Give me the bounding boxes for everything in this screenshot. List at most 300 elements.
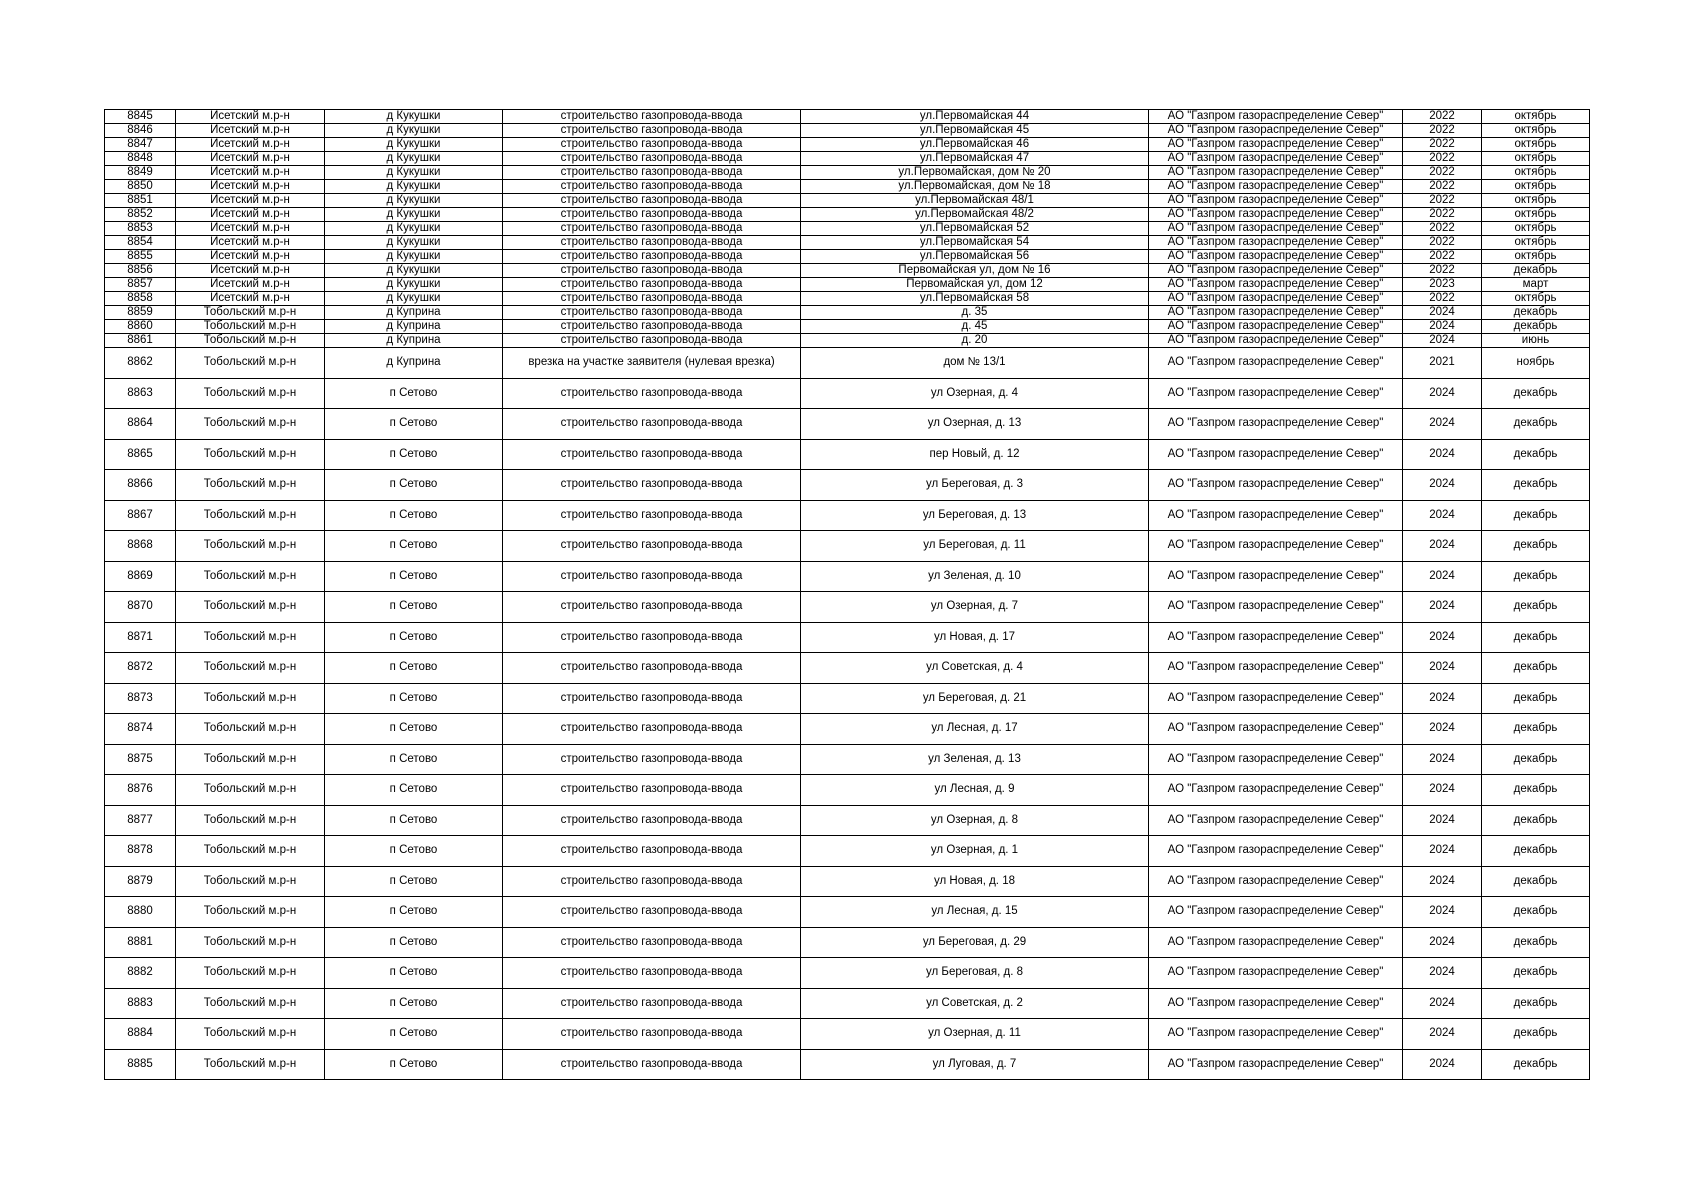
table-body bbox=[105, 110, 1590, 1080]
cell-organization: АО "Газпром газораспределение Север" bbox=[1149, 531, 1403, 562]
cell-year: 2024 bbox=[1403, 805, 1482, 836]
cell-organization: АО "Газпром газораспределение Север" bbox=[1149, 714, 1403, 745]
cell-number: 8865 bbox=[105, 439, 176, 470]
cell-address: ул Зеленая, д. 13 bbox=[801, 744, 1149, 775]
cell-locality: п Сетово bbox=[325, 561, 503, 592]
cell-work-type: строительство газопровода-ввода bbox=[503, 439, 801, 470]
cell-number: 8864 bbox=[105, 409, 176, 440]
cell-year: 2024 bbox=[1403, 334, 1482, 348]
cell-work-type: строительство газопровода-ввода bbox=[503, 334, 801, 348]
table-row bbox=[105, 836, 1590, 867]
cell-locality: п Сетово bbox=[325, 927, 503, 958]
cell-number: 8869 bbox=[105, 561, 176, 592]
cell-locality: п Сетово bbox=[325, 500, 503, 531]
cell-work-type: строительство газопровода-ввода bbox=[503, 927, 801, 958]
cell-address: д. 35 bbox=[801, 306, 1149, 320]
cell-month: декабрь bbox=[1482, 622, 1590, 653]
cell-address: ул Озерная, д. 1 bbox=[801, 836, 1149, 867]
cell-organization: АО "Газпром газораспределение Север" bbox=[1149, 348, 1403, 379]
cell-organization: АО "Газпром газораспределение Север" bbox=[1149, 592, 1403, 623]
cell-address: ул.Первомайская 52 bbox=[801, 222, 1149, 236]
cell-organization: АО "Газпром газораспределение Север" bbox=[1149, 683, 1403, 714]
cell-district: Тобольский м.р-н bbox=[176, 348, 325, 379]
cell-number: 8876 bbox=[105, 775, 176, 806]
cell-district: Тобольский м.р-н bbox=[176, 378, 325, 409]
cell-address: ул.Первомайская, дом № 18 bbox=[801, 180, 1149, 194]
cell-address: д. 45 bbox=[801, 320, 1149, 334]
cell-month: декабрь bbox=[1482, 409, 1590, 440]
cell-year: 2022 bbox=[1403, 222, 1482, 236]
cell-address: ул.Первомайская 44 bbox=[801, 110, 1149, 124]
cell-year: 2024 bbox=[1403, 897, 1482, 928]
gas-connections-table bbox=[104, 109, 1590, 1080]
cell-month: декабрь bbox=[1482, 836, 1590, 867]
cell-year: 2022 bbox=[1403, 292, 1482, 306]
cell-district: Исетский м.р-н bbox=[176, 278, 325, 292]
cell-locality: д Кукушки bbox=[325, 292, 503, 306]
cell-number: 8872 bbox=[105, 653, 176, 684]
cell-locality: д Кукушки bbox=[325, 250, 503, 264]
cell-number: 8851 bbox=[105, 194, 176, 208]
cell-locality: п Сетово bbox=[325, 409, 503, 440]
cell-work-type: строительство газопровода-ввода bbox=[503, 278, 801, 292]
cell-year: 2024 bbox=[1403, 561, 1482, 592]
cell-number: 8859 bbox=[105, 306, 176, 320]
cell-address: ул Береговая, д. 29 bbox=[801, 927, 1149, 958]
cell-month: октябрь bbox=[1482, 180, 1590, 194]
cell-locality: д Куприна bbox=[325, 320, 503, 334]
cell-number: 8874 bbox=[105, 714, 176, 745]
table-row bbox=[105, 988, 1590, 1019]
table-row bbox=[105, 236, 1590, 250]
cell-year: 2024 bbox=[1403, 836, 1482, 867]
cell-month: октябрь bbox=[1482, 222, 1590, 236]
cell-work-type: строительство газопровода-ввода bbox=[503, 744, 801, 775]
cell-number: 8846 bbox=[105, 124, 176, 138]
cell-address: ул.Первомайская 56 bbox=[801, 250, 1149, 264]
cell-work-type: строительство газопровода-ввода bbox=[503, 378, 801, 409]
cell-address: ул Береговая, д. 13 bbox=[801, 500, 1149, 531]
table-row bbox=[105, 592, 1590, 623]
cell-address: ул.Первомайская 48/1 bbox=[801, 194, 1149, 208]
cell-organization: АО "Газпром газораспределение Север" bbox=[1149, 805, 1403, 836]
cell-month: март bbox=[1482, 278, 1590, 292]
cell-organization: АО "Газпром газораспределение Север" bbox=[1149, 334, 1403, 348]
cell-locality: п Сетово bbox=[325, 378, 503, 409]
cell-month: октябрь bbox=[1482, 194, 1590, 208]
cell-address: ул.Первомайская, дом № 20 bbox=[801, 166, 1149, 180]
cell-month: октябрь bbox=[1482, 110, 1590, 124]
cell-work-type: строительство газопровода-ввода bbox=[503, 264, 801, 278]
cell-organization: АО "Газпром газораспределение Север" bbox=[1149, 110, 1403, 124]
cell-address: ул Лесная, д. 15 bbox=[801, 897, 1149, 928]
table-row bbox=[105, 222, 1590, 236]
cell-number: 8873 bbox=[105, 683, 176, 714]
cell-work-type: строительство газопровода-ввода bbox=[503, 124, 801, 138]
cell-year: 2024 bbox=[1403, 866, 1482, 897]
cell-locality: д Кукушки bbox=[325, 180, 503, 194]
cell-month: октябрь bbox=[1482, 138, 1590, 152]
cell-work-type: строительство газопровода-ввода bbox=[503, 152, 801, 166]
table-row bbox=[105, 744, 1590, 775]
cell-organization: АО "Газпром газораспределение Север" bbox=[1149, 927, 1403, 958]
cell-year: 2022 bbox=[1403, 180, 1482, 194]
cell-address: ул Лесная, д. 17 bbox=[801, 714, 1149, 745]
cell-district: Тобольский м.р-н bbox=[176, 866, 325, 897]
table-row bbox=[105, 470, 1590, 501]
cell-number: 8866 bbox=[105, 470, 176, 501]
cell-number: 8870 bbox=[105, 592, 176, 623]
cell-district: Тобольский м.р-н bbox=[176, 592, 325, 623]
cell-year: 2022 bbox=[1403, 250, 1482, 264]
cell-year: 2022 bbox=[1403, 236, 1482, 250]
cell-locality: п Сетово bbox=[325, 683, 503, 714]
cell-year: 2024 bbox=[1403, 714, 1482, 745]
cell-address: дом № 13/1 bbox=[801, 348, 1149, 379]
cell-work-type: строительство газопровода-ввода bbox=[503, 714, 801, 745]
cell-locality: д Кукушки bbox=[325, 222, 503, 236]
cell-work-type: строительство газопровода-ввода bbox=[503, 180, 801, 194]
cell-number: 8849 bbox=[105, 166, 176, 180]
cell-year: 2024 bbox=[1403, 500, 1482, 531]
cell-address: ул Береговая, д. 11 bbox=[801, 531, 1149, 562]
cell-address: ул Озерная, д. 8 bbox=[801, 805, 1149, 836]
cell-year: 2024 bbox=[1403, 470, 1482, 501]
cell-locality: д Кукушки bbox=[325, 138, 503, 152]
cell-address: ул Береговая, д. 21 bbox=[801, 683, 1149, 714]
table-row bbox=[105, 194, 1590, 208]
cell-locality: п Сетово bbox=[325, 1049, 503, 1080]
cell-year: 2024 bbox=[1403, 775, 1482, 806]
table-row bbox=[105, 653, 1590, 684]
cell-locality: д Куприна bbox=[325, 348, 503, 379]
cell-organization: АО "Газпром газораспределение Север" bbox=[1149, 180, 1403, 194]
cell-work-type: строительство газопровода-ввода bbox=[503, 194, 801, 208]
cell-district: Тобольский м.р-н bbox=[176, 334, 325, 348]
cell-organization: АО "Газпром газораспределение Север" bbox=[1149, 897, 1403, 928]
table-row bbox=[105, 683, 1590, 714]
table-row bbox=[105, 531, 1590, 562]
cell-organization: АО "Газпром газораспределение Север" bbox=[1149, 138, 1403, 152]
cell-district: Тобольский м.р-н bbox=[176, 744, 325, 775]
cell-district: Тобольский м.р-н bbox=[176, 805, 325, 836]
cell-work-type: строительство газопровода-ввода bbox=[503, 561, 801, 592]
cell-month: декабрь bbox=[1482, 592, 1590, 623]
cell-year: 2024 bbox=[1403, 622, 1482, 653]
cell-month: декабрь bbox=[1482, 378, 1590, 409]
cell-number: 8881 bbox=[105, 927, 176, 958]
table-row bbox=[105, 866, 1590, 897]
cell-work-type: врезка на участке заявителя (нулевая врезка) bbox=[503, 348, 801, 379]
cell-work-type: строительство газопровода-ввода bbox=[503, 836, 801, 867]
cell-year: 2024 bbox=[1403, 683, 1482, 714]
cell-district: Исетский м.р-н bbox=[176, 194, 325, 208]
cell-work-type: строительство газопровода-ввода bbox=[503, 236, 801, 250]
cell-organization: АО "Газпром газораспределение Север" bbox=[1149, 958, 1403, 989]
table-row bbox=[105, 927, 1590, 958]
cell-organization: АО "Газпром газораспределение Север" bbox=[1149, 292, 1403, 306]
cell-organization: АО "Газпром газораспределение Север" bbox=[1149, 439, 1403, 470]
cell-locality: п Сетово bbox=[325, 836, 503, 867]
cell-year: 2024 bbox=[1403, 1019, 1482, 1050]
cell-organization: АО "Газпром газораспределение Север" bbox=[1149, 653, 1403, 684]
cell-number: 8861 bbox=[105, 334, 176, 348]
cell-number: 8884 bbox=[105, 1019, 176, 1050]
table-row bbox=[105, 561, 1590, 592]
cell-district: Исетский м.р-н bbox=[176, 208, 325, 222]
cell-year: 2024 bbox=[1403, 439, 1482, 470]
cell-district: Исетский м.р-н bbox=[176, 152, 325, 166]
cell-month: декабрь bbox=[1482, 500, 1590, 531]
cell-locality: п Сетово bbox=[325, 775, 503, 806]
cell-district: Тобольский м.р-н bbox=[176, 775, 325, 806]
cell-work-type: строительство газопровода-ввода bbox=[503, 208, 801, 222]
cell-organization: АО "Газпром газораспределение Север" bbox=[1149, 744, 1403, 775]
cell-number: 8860 bbox=[105, 320, 176, 334]
cell-year: 2024 bbox=[1403, 744, 1482, 775]
cell-number: 8871 bbox=[105, 622, 176, 653]
cell-month: декабрь bbox=[1482, 264, 1590, 278]
cell-locality: п Сетово bbox=[325, 744, 503, 775]
cell-work-type: строительство газопровода-ввода bbox=[503, 1019, 801, 1050]
cell-locality: п Сетово bbox=[325, 470, 503, 501]
cell-year: 2023 bbox=[1403, 278, 1482, 292]
cell-locality: д Кукушки bbox=[325, 166, 503, 180]
cell-work-type: строительство газопровода-ввода bbox=[503, 592, 801, 623]
cell-year: 2024 bbox=[1403, 927, 1482, 958]
cell-month: декабрь bbox=[1482, 683, 1590, 714]
cell-district: Тобольский м.р-н bbox=[176, 714, 325, 745]
cell-organization: АО "Газпром газораспределение Север" bbox=[1149, 264, 1403, 278]
cell-work-type: строительство газопровода-ввода bbox=[503, 866, 801, 897]
cell-number: 8868 bbox=[105, 531, 176, 562]
table-row bbox=[105, 166, 1590, 180]
cell-district: Исетский м.р-н bbox=[176, 166, 325, 180]
cell-locality: п Сетово bbox=[325, 714, 503, 745]
cell-organization: АО "Газпром газораспределение Север" bbox=[1149, 836, 1403, 867]
cell-work-type: строительство газопровода-ввода bbox=[503, 897, 801, 928]
cell-number: 8867 bbox=[105, 500, 176, 531]
cell-organization: АО "Газпром газораспределение Север" bbox=[1149, 1049, 1403, 1080]
cell-year: 2022 bbox=[1403, 138, 1482, 152]
table-row bbox=[105, 805, 1590, 836]
document-page bbox=[104, 109, 1589, 1080]
cell-month: декабрь bbox=[1482, 744, 1590, 775]
table-row bbox=[105, 292, 1590, 306]
cell-work-type: строительство газопровода-ввода bbox=[503, 292, 801, 306]
cell-address: д. 20 bbox=[801, 334, 1149, 348]
cell-district: Тобольский м.р-н bbox=[176, 897, 325, 928]
cell-work-type: строительство газопровода-ввода bbox=[503, 320, 801, 334]
cell-organization: АО "Газпром газораспределение Север" bbox=[1149, 250, 1403, 264]
cell-number: 8845 bbox=[105, 110, 176, 124]
table-row bbox=[105, 1019, 1590, 1050]
cell-locality: д Кукушки bbox=[325, 124, 503, 138]
cell-month: декабрь bbox=[1482, 653, 1590, 684]
cell-month: июнь bbox=[1482, 334, 1590, 348]
cell-year: 2024 bbox=[1403, 592, 1482, 623]
cell-organization: АО "Газпром газораспределение Север" bbox=[1149, 152, 1403, 166]
cell-number: 8856 bbox=[105, 264, 176, 278]
cell-organization: АО "Газпром газораспределение Север" bbox=[1149, 194, 1403, 208]
cell-district: Исетский м.р-н bbox=[176, 180, 325, 194]
cell-month: декабрь bbox=[1482, 531, 1590, 562]
cell-district: Тобольский м.р-н bbox=[176, 836, 325, 867]
cell-address: ул.Первомайская 45 bbox=[801, 124, 1149, 138]
table-row bbox=[105, 378, 1590, 409]
cell-address: ул.Первомайская 58 bbox=[801, 292, 1149, 306]
cell-district: Тобольский м.р-н bbox=[176, 409, 325, 440]
cell-month: декабрь bbox=[1482, 470, 1590, 501]
cell-district: Тобольский м.р-н bbox=[176, 1049, 325, 1080]
cell-month: октябрь bbox=[1482, 124, 1590, 138]
table-row bbox=[105, 348, 1590, 379]
cell-locality: п Сетово bbox=[325, 1019, 503, 1050]
cell-district: Исетский м.р-н bbox=[176, 138, 325, 152]
cell-locality: п Сетово bbox=[325, 653, 503, 684]
cell-district: Тобольский м.р-н bbox=[176, 320, 325, 334]
cell-organization: АО "Газпром газораспределение Север" bbox=[1149, 470, 1403, 501]
cell-locality: п Сетово bbox=[325, 531, 503, 562]
cell-year: 2024 bbox=[1403, 531, 1482, 562]
cell-month: декабрь bbox=[1482, 320, 1590, 334]
cell-number: 8882 bbox=[105, 958, 176, 989]
cell-month: октябрь bbox=[1482, 166, 1590, 180]
cell-organization: АО "Газпром газораспределение Север" bbox=[1149, 775, 1403, 806]
cell-year: 2024 bbox=[1403, 988, 1482, 1019]
cell-month: ноябрь bbox=[1482, 348, 1590, 379]
cell-year: 2024 bbox=[1403, 409, 1482, 440]
cell-organization: АО "Газпром газораспределение Север" bbox=[1149, 306, 1403, 320]
cell-year: 2022 bbox=[1403, 166, 1482, 180]
cell-work-type: строительство газопровода-ввода bbox=[503, 222, 801, 236]
cell-year: 2022 bbox=[1403, 124, 1482, 138]
cell-work-type: строительство газопровода-ввода bbox=[503, 166, 801, 180]
cell-number: 8877 bbox=[105, 805, 176, 836]
table-row bbox=[105, 152, 1590, 166]
cell-locality: п Сетово bbox=[325, 958, 503, 989]
cell-district: Тобольский м.р-н bbox=[176, 500, 325, 531]
cell-address: ул.Первомайская 48/2 bbox=[801, 208, 1149, 222]
cell-address: ул Озерная, д. 4 bbox=[801, 378, 1149, 409]
cell-month: октябрь bbox=[1482, 208, 1590, 222]
cell-locality: д Кукушки bbox=[325, 152, 503, 166]
cell-organization: АО "Газпром газораспределение Север" bbox=[1149, 124, 1403, 138]
cell-organization: АО "Газпром газораспределение Север" bbox=[1149, 866, 1403, 897]
cell-locality: п Сетово bbox=[325, 622, 503, 653]
table-row bbox=[105, 138, 1590, 152]
cell-district: Исетский м.р-н bbox=[176, 124, 325, 138]
cell-month: октябрь bbox=[1482, 292, 1590, 306]
cell-work-type: строительство газопровода-ввода bbox=[503, 531, 801, 562]
cell-year: 2022 bbox=[1403, 264, 1482, 278]
cell-address: ул Луговая, д. 7 bbox=[801, 1049, 1149, 1080]
cell-year: 2024 bbox=[1403, 378, 1482, 409]
cell-year: 2024 bbox=[1403, 1049, 1482, 1080]
cell-locality: д Кукушки bbox=[325, 264, 503, 278]
cell-organization: АО "Газпром газораспределение Север" bbox=[1149, 988, 1403, 1019]
cell-number: 8862 bbox=[105, 348, 176, 379]
cell-year: 2024 bbox=[1403, 958, 1482, 989]
table-row bbox=[105, 1049, 1590, 1080]
cell-month: декабрь bbox=[1482, 561, 1590, 592]
cell-address: пер Новый, д. 12 bbox=[801, 439, 1149, 470]
cell-address: ул Озерная, д. 11 bbox=[801, 1019, 1149, 1050]
cell-locality: д Кукушки bbox=[325, 194, 503, 208]
cell-locality: д Кукушки bbox=[325, 236, 503, 250]
cell-district: Тобольский м.р-н bbox=[176, 653, 325, 684]
cell-number: 8848 bbox=[105, 152, 176, 166]
cell-locality: д Кукушки bbox=[325, 278, 503, 292]
cell-year: 2024 bbox=[1403, 653, 1482, 684]
cell-year: 2022 bbox=[1403, 110, 1482, 124]
cell-district: Исетский м.р-н bbox=[176, 250, 325, 264]
cell-address: ул Береговая, д. 3 bbox=[801, 470, 1149, 501]
cell-district: Тобольский м.р-н bbox=[176, 306, 325, 320]
cell-work-type: строительство газопровода-ввода bbox=[503, 683, 801, 714]
cell-month: декабрь bbox=[1482, 927, 1590, 958]
cell-district: Тобольский м.р-н bbox=[176, 927, 325, 958]
cell-month: декабрь bbox=[1482, 805, 1590, 836]
cell-locality: д Куприна bbox=[325, 306, 503, 320]
cell-month: декабрь bbox=[1482, 1049, 1590, 1080]
cell-address: Первомайская ул, дом № 16 bbox=[801, 264, 1149, 278]
table-row bbox=[105, 208, 1590, 222]
cell-number: 8854 bbox=[105, 236, 176, 250]
cell-district: Тобольский м.р-н bbox=[176, 1019, 325, 1050]
cell-number: 8847 bbox=[105, 138, 176, 152]
cell-work-type: строительство газопровода-ввода bbox=[503, 110, 801, 124]
cell-month: декабрь bbox=[1482, 988, 1590, 1019]
table-row bbox=[105, 897, 1590, 928]
cell-organization: АО "Газпром газораспределение Север" bbox=[1149, 500, 1403, 531]
table-row bbox=[105, 500, 1590, 531]
cell-district: Тобольский м.р-н bbox=[176, 531, 325, 562]
cell-work-type: строительство газопровода-ввода bbox=[503, 805, 801, 836]
cell-locality: д Куприна bbox=[325, 334, 503, 348]
cell-work-type: строительство газопровода-ввода bbox=[503, 500, 801, 531]
cell-district: Тобольский м.р-н bbox=[176, 958, 325, 989]
table-row bbox=[105, 124, 1590, 138]
cell-number: 8863 bbox=[105, 378, 176, 409]
cell-address: ул.Первомайская 47 bbox=[801, 152, 1149, 166]
cell-year: 2022 bbox=[1403, 194, 1482, 208]
cell-month: декабрь bbox=[1482, 866, 1590, 897]
cell-number: 8852 bbox=[105, 208, 176, 222]
cell-locality: д Кукушки bbox=[325, 110, 503, 124]
cell-organization: АО "Газпром газораспределение Север" bbox=[1149, 561, 1403, 592]
cell-district: Исетский м.р-н bbox=[176, 222, 325, 236]
cell-organization: АО "Газпром газораспределение Север" bbox=[1149, 409, 1403, 440]
table-row bbox=[105, 958, 1590, 989]
cell-year: 2022 bbox=[1403, 208, 1482, 222]
cell-work-type: строительство газопровода-ввода bbox=[503, 988, 801, 1019]
table-row bbox=[105, 622, 1590, 653]
cell-locality: п Сетово bbox=[325, 439, 503, 470]
cell-work-type: строительство газопровода-ввода bbox=[503, 306, 801, 320]
cell-locality: п Сетово bbox=[325, 988, 503, 1019]
cell-month: декабрь bbox=[1482, 775, 1590, 806]
cell-number: 8879 bbox=[105, 866, 176, 897]
cell-locality: п Сетово bbox=[325, 866, 503, 897]
cell-address: ул Зеленая, д. 10 bbox=[801, 561, 1149, 592]
cell-address: ул Озерная, д. 13 bbox=[801, 409, 1149, 440]
cell-district: Тобольский м.р-н bbox=[176, 988, 325, 1019]
cell-month: декабрь bbox=[1482, 897, 1590, 928]
cell-organization: АО "Газпром газораспределение Север" bbox=[1149, 378, 1403, 409]
cell-district: Исетский м.р-н bbox=[176, 264, 325, 278]
cell-year: 2022 bbox=[1403, 152, 1482, 166]
